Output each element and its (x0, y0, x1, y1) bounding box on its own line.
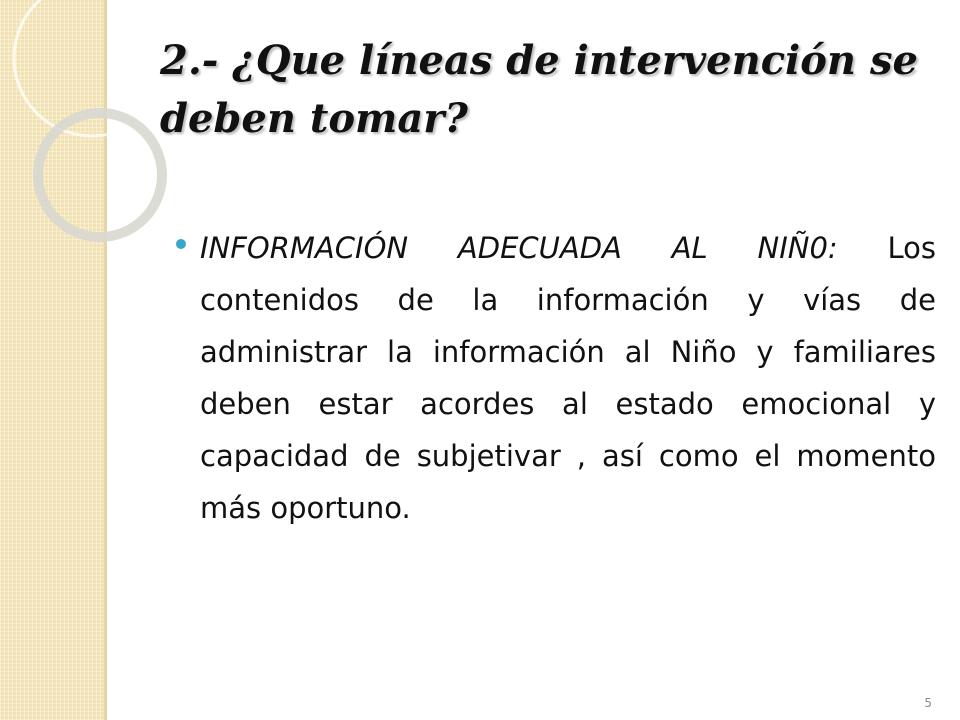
bullet-body: Los contenidos de la información y vías de administrar la información al Niño y familiares deben estar acordes al estado emocional y capacidad de subjetivar , así como el momento más oportuno. (200, 231, 937, 525)
bullet-list (176, 222, 936, 534)
bullet-text (200, 222, 936, 534)
slide-title: 2.- ¿Que líneas de intervención se deben tomar? (160, 37, 918, 142)
bullet-dot-icon (176, 239, 186, 249)
bullet-item (176, 222, 936, 534)
page-number: 5 (924, 696, 932, 710)
bullet-term: INFORMACIÓN ADECUADA AL NIÑ0: (200, 231, 838, 265)
decorative-circle-small (38, 113, 162, 237)
